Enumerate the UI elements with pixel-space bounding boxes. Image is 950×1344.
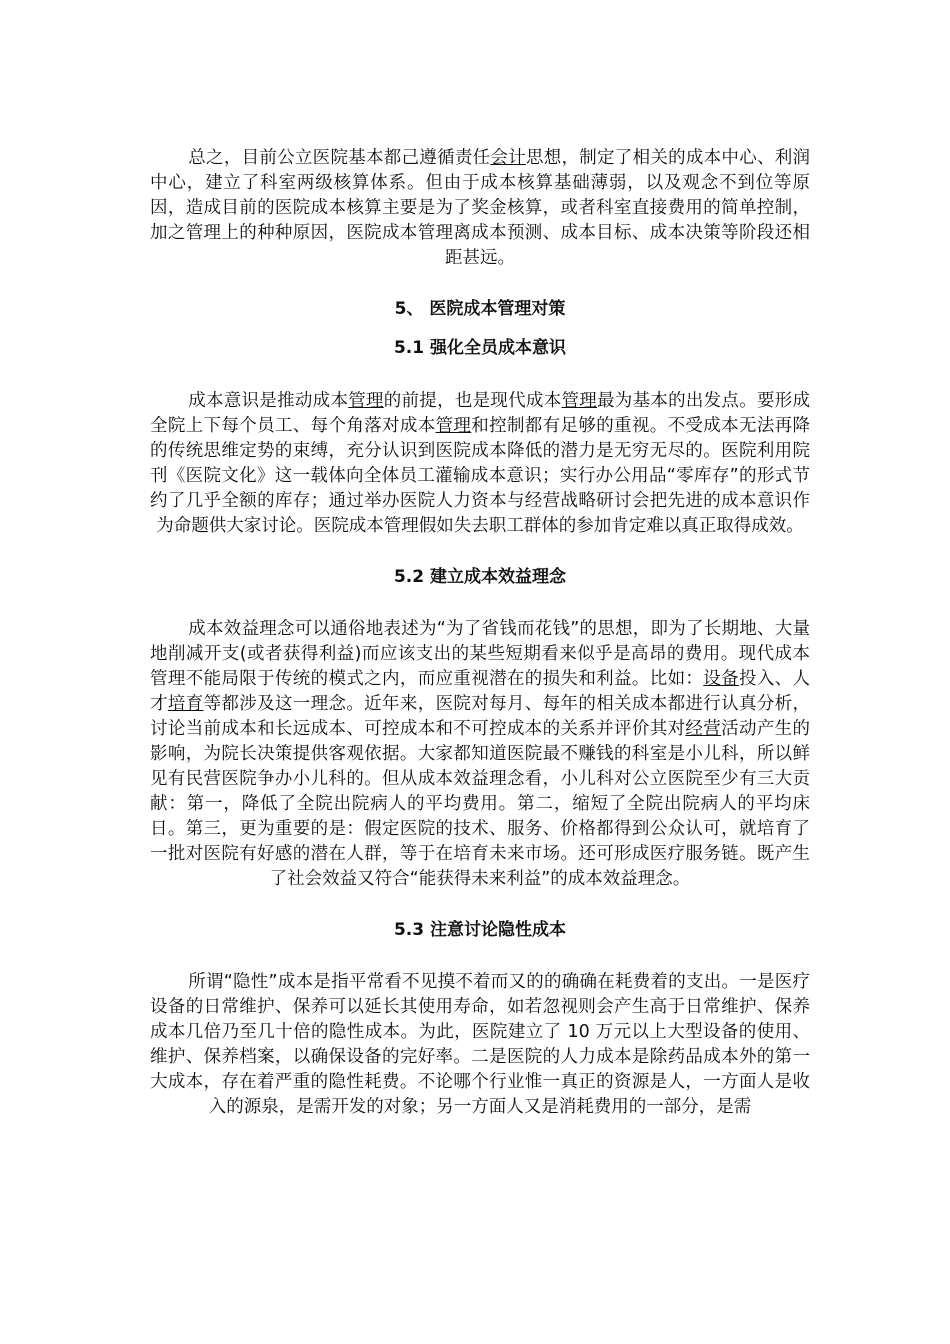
text-run: 最为基本的出发点。要形成全院上下每个员工、每个角落对成本 [150,391,811,436]
text-run: 成本效益理念可以通俗地表述为“为了省钱而花钱”的思想，即为了长期地、大量地削减开支(或者获得利益)而应该支出的某些短期看来似乎是高昂的费用。现代成本管理不能局限于传统的模式之内，而应重视潜在的损失和利益。比如： [150,619,810,689]
section-heading-5: 5、 医院成本管理对策 [394,299,566,319]
paragraph-body [150,148,810,268]
text-run: 所谓“隐性”成本是指平常看不见摸不着而又的的确确在耗费着的支出。一是医疗设备的日常维护、保养可以延长其使用寿命，如若忽视则会产生高于日常维护、保养成本几倍乃至几十倍的隐性成本。为此，医院建立了 10 万元以上大型设备的使用、维护、保养档案，以确保设备的完好率。二是医院的人力成本是除药品成本外的第一大成本，存在着严重的隐性耗费。不论哪个行业惟一真正的资源是人，一方面人是收入的源泉，是需开发的对象；另一方面人又是消耗费用的一部分，是需 [150,972,810,1117]
text-run: 和控制都有足够的重视。不受成本无法再降的传统思维定势的束缚，充分认识到医院成本降低的潜力是无穷无尽的。医院利用院刊《医院文化》这一载体向全体员工灌输成本意识；实行办公用品“零库存”的形式节约了几乎全额的库存；通过举办医院人力资本与经营战略研讨会把先进的成本意识作为命题供大家讨论。医院成本管理假如失去职工群体的参加肯定难以真正取得成效。 [150,416,811,536]
section-heading-5-3: 5.3 注意讨论隐性成本 [393,920,567,940]
text-run: 思想，制定了相关的成本中心、利润中心，建立了科室两级核算体系。但由于成本核算基础薄弱，以及观念不到位等原因，造成目前的医院成本核算主要是为了奖金核算，或者科室直接费用的简单控制，加之管理上的种种原因，医院成本管理离成本预测、成本目标、成本决策等阶段还相距甚远。 [150,148,811,268]
document-page [150,146,810,1120]
paragraph-cost-benefit [150,617,810,892]
section-heading-5-1: 5.1 强化全员成本意识 [393,338,567,358]
text-run: 投入、人才 [150,669,811,714]
paragraph-body [150,619,810,889]
underlined-term: 经营 [685,719,722,739]
text-run: 总之，目前公立医院基本都己遵循责任 [188,148,491,168]
paragraph-summary [150,146,810,271]
paragraph-body [150,972,810,1117]
text-run: 的前提，也是现代成本 [383,391,562,411]
underlined-term: 管理 [435,416,472,436]
text-run: 成本意识是推动成本 [188,391,349,411]
underlined-term: 设备 [703,669,739,689]
underlined-term: 培育 [167,694,204,714]
text-run: 活动产生的影响，为院长决策提供客观依据。大家都知道医院最不赚钱的科室是小儿科，所以鲜见有民营医院争办小儿科的。但从成本效益理念看，小儿科对公立医院至少有三大贡献：第一，降低了全院出院病人的平均费用。第二，缩短了全院出院病人的平均床日。第三，更为重要的是：假定医院的技术、服务、价格都得到公众认可，就培育了一批对医院有好感的潜在人群，等于在培育未来市场。还可形成医疗服务链。既产生了社会效益又符合“能获得未来利益”的成本效益理念。 [150,719,811,889]
underlined-term: 管理 [561,391,598,411]
paragraph-hidden-cost [150,970,810,1120]
underlined-term: 会计 [490,148,526,168]
paragraph-body [150,391,810,536]
underlined-term: 管理 [348,391,384,411]
section-heading-5-2: 5.2 建立成本效益理念 [393,567,567,587]
paragraph-cost-awareness [150,389,810,539]
text-run: 等都涉及这一理念。近年来，医院对每月、每年的相关成本都进行认真分析，讨论当前成本和长远成本、可控成本和不可控成本的关系并评价其对 [150,694,811,739]
